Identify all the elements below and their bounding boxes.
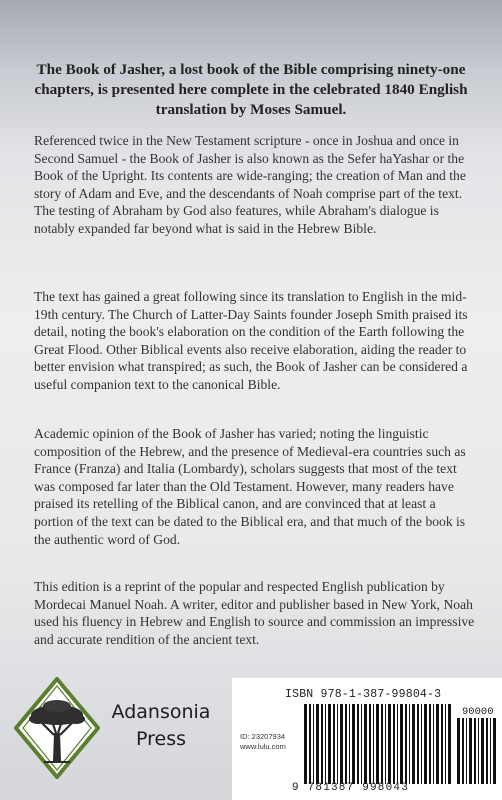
- paragraph-2: The text has gained a great following since its translation to English in the mid-19th century. The Church of Latter-Day Saints founder Joseph Smith praised its detail, noting the book's elaboration on the condition of the Earth following the Great Flood. Other Biblical events also receive elaboration, aiding the reader to better envision what transpired; as such, the Book of Jasher can be considered a useful companion text to the canonical Bible.: [34, 289, 468, 392]
- barcode-area: [232, 678, 502, 800]
- paragraph-3: Academic opinion of the Book of Jasher has varied; noting the linguistic composition of the Hebrew, and the presence of Medieval-era countries such as France (Franza) and Italia (Lombardy), scholars suggests that most of the text was composed far later than the Old Testament. However, many readers have praised its retelling of the Biblical canon, and are convinced that at least a portion of the text can be dated to the Biblical era, and that much of the book is the authentic word of God.: [34, 426, 466, 547]
- addon-barcode: [457, 718, 497, 784]
- publisher-name-line-1: Adansonia: [111, 701, 211, 723]
- paragraph-4: This edition is a reprint of the popular and respected English publication by Mordecai Manuel Noah. A writer, editor and publisher based in New York, Noah used his fluency in Hebrew and English to source and commission an impressive and accurate rendition of the ancient text.: [34, 579, 475, 647]
- publisher-name: [105, 699, 217, 753]
- price-addon-label: 90000: [462, 706, 494, 718]
- isbn-barcode: [304, 704, 452, 784]
- isbn-label: ISBN 978-1-387-99804-3: [285, 688, 442, 701]
- isbn-barcode-digits: 9 781387 998043: [292, 782, 410, 794]
- paragraph-1: Referenced twice in the New Testament scripture - once in Joshua and once in Second Samuel - the Book of Jasher is also known as the Sefer haYashar or the Book of the Upright. Its contents are wide-ranging; the creation of Man and the story of Adam and Eve, and the descendants of Noah comprise part of the text. The testing of Abraham by God also features, while Abraham's dialogue is notably expanded far beyond what is said in the Hebrew Bible.: [34, 133, 466, 236]
- publisher-name-line-2: Press: [135, 728, 186, 750]
- intro-blurb: The Book of Jasher, a lost book of the Bible comprising ninety-one chapters, is presented here complete in the celebrated 1840 English translation by Moses Samuel.: [34, 61, 468, 118]
- lulu-id-label: ID: 23207934: [240, 732, 286, 741]
- baobab-tree-logo-icon: [14, 677, 100, 779]
- lulu-url-label: www.lulu.com: [240, 742, 286, 751]
